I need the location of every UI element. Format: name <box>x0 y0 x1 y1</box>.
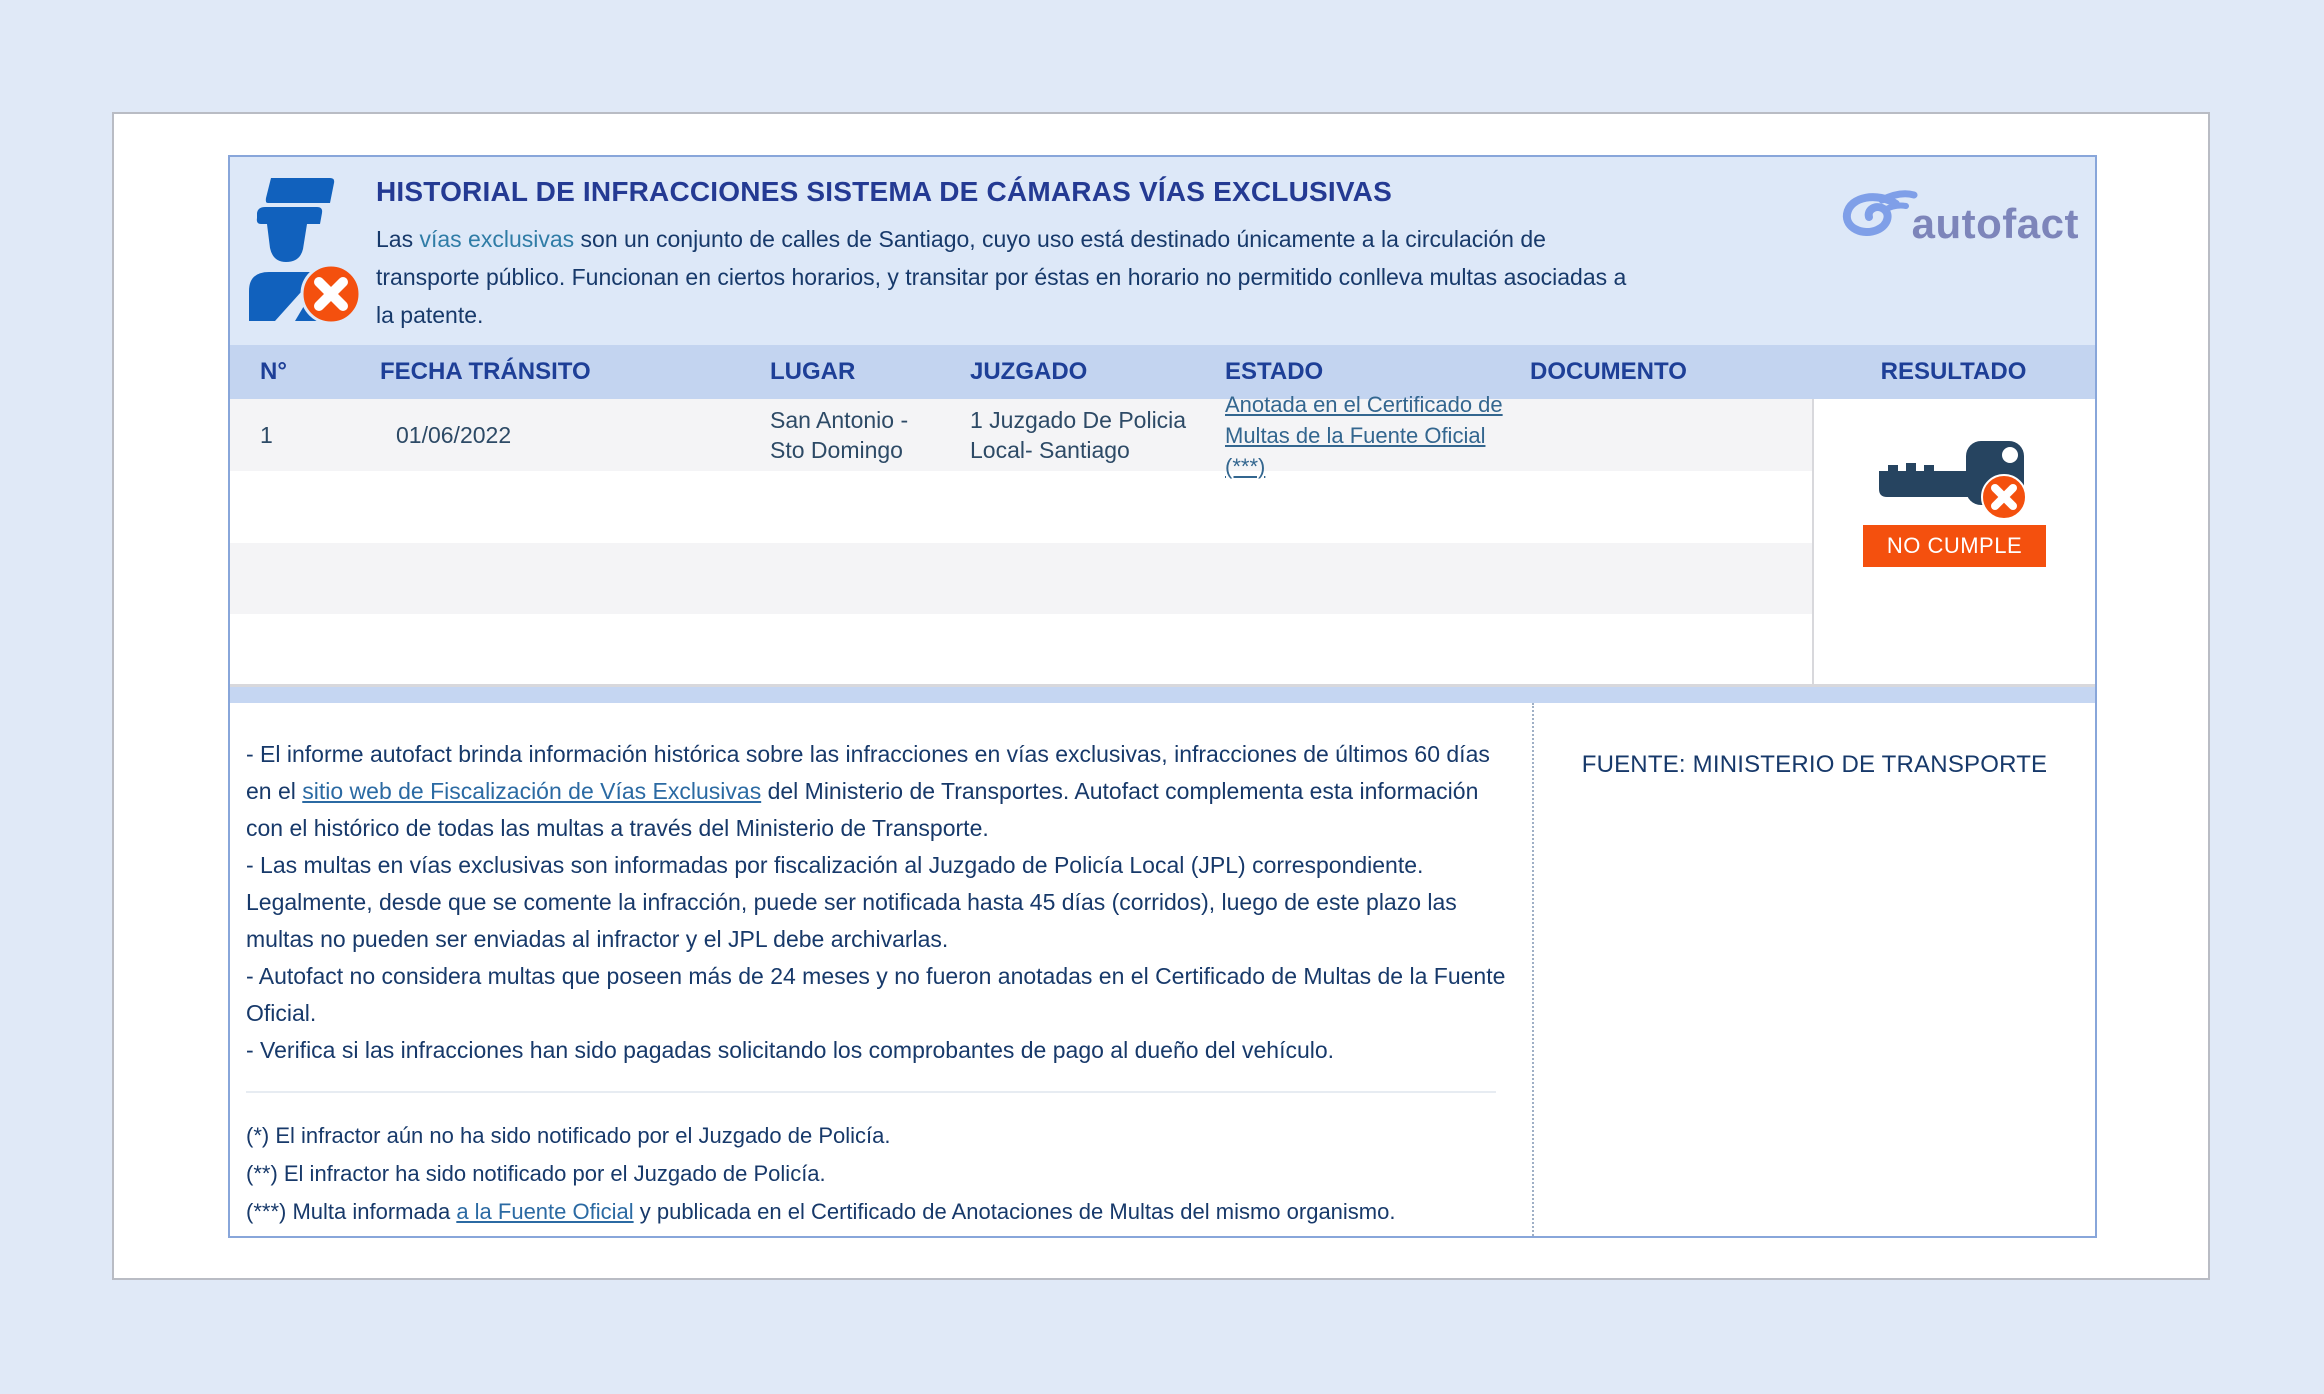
table-body <box>230 391 2095 684</box>
cell-lugar: San Antonio - Sto Domingo <box>770 407 909 463</box>
note-paragraph: - Verifica si las infracciones han sido pagadas solicitando los comprobantes de pago al dueño del vehículo. <box>246 1037 1335 1063</box>
source-label: FUENTE: MINISTERIO DE TRANSPORTE <box>1581 751 2048 778</box>
note-paragraph: - Las multas en vías exclusivas son informadas por fiscalización al Juzgado de Policía Local (JPL) correspondiente. Legalmente, desde que se comente la infracción, puede ser notificada hasta 45 días (corridos), luego de este plazo las multas no pueden ser enviadas al infractor y el JPL debe archivarlas. <box>246 852 1457 952</box>
col-header-estado: ESTADO <box>1225 358 1324 385</box>
empty-row <box>230 471 1812 543</box>
col-header-fecha-transito: FECHA TRÁNSITO <box>380 358 591 385</box>
footnote-2: (**) El infractor ha sido notificado por el Juzgado de Policía. <box>246 1161 826 1186</box>
key-no-cumple-icon <box>1874 413 2036 519</box>
table-row <box>230 391 1812 479</box>
col-header-documento: DOCUMENTO <box>1530 358 1687 385</box>
note-paragraph: - Autofact no considera multas que poseen más de 24 meses y no fueron anotadas en el Certificado de Multas de la Fuente Oficial. <box>246 963 1506 1026</box>
fuente-oficial-link[interactable]: a la Fuente Oficial <box>456 1199 634 1224</box>
fiscalizacion-website-link[interactable]: sitio web de Fiscalización de Vías Exclusivas <box>302 778 762 804</box>
cell-juzgado: 1 Juzgado De Policia Local- Santiago <box>970 407 1187 463</box>
no-cumple-badge: NO CUMPLE <box>1863 525 2046 567</box>
section-divider-band <box>230 687 2095 703</box>
note-paragraph: - El informe autofact brinda información histórica sobre las infracciones en vías exclusivas, infracciones de últimos 60 días en el sitio web de Fiscalización de Vías Exclusivas del Ministerio de Transportes. Autofact complementa esta información con el histórico de todas las multas a través del Ministerio de Transporte. <box>246 741 1490 841</box>
empty-row <box>230 543 1812 614</box>
police-officer-icon <box>242 170 370 345</box>
source-column <box>1532 703 2095 1236</box>
footnote-3: (***) Multa informada a la Fuente Oficial y publicada en el Certificado de Anotaciones de Multas del mismo organismo. <box>246 1199 1396 1224</box>
cell-fecha-transito: 01/06/2022 <box>396 422 512 448</box>
footnotes-divider <box>246 1091 1496 1093</box>
autofact-logo-text: autofact <box>1911 200 2079 247</box>
report-card <box>112 112 2210 1280</box>
infractions-panel <box>228 155 2097 1238</box>
panel-description: Las vías exclusivas son un conjunto de calles de Santiago, cuyo uso está destinado únicamente a la circulación de transporte público. Funcionan en ciertos horarios, y transitar por éstas en horario no permitido conlleva multas asociadas a la patente. <box>376 226 1627 328</box>
panel-footer <box>230 703 2095 1236</box>
footer-notes <box>230 703 1532 1236</box>
autofact-logo <box>1836 170 2079 345</box>
estado-certificado-link[interactable]: Anotada en el Certificado de Multas de la Fuente Oficial (***) <box>1225 391 1503 479</box>
panel-title: HISTORIAL DE INFRACCIONES SISTEMA DE CÁMARAS VÍAS EXCLUSIVAS <box>376 176 1392 207</box>
col-header-resultado: RESULTADO <box>1880 358 2027 385</box>
col-header-numero: N° <box>260 358 287 385</box>
empty-row <box>230 614 1812 684</box>
table-header-row <box>230 345 2095 399</box>
vias-exclusivas-link[interactable]: vías exclusivas <box>419 226 575 252</box>
col-header-juzgado: JUZGADO <box>970 358 1088 385</box>
cell-resultado <box>1812 399 2095 684</box>
cell-numero: 1 <box>260 422 273 448</box>
panel-header <box>230 157 2095 345</box>
autofact-swoosh-icon <box>1836 186 1920 248</box>
cell-estado <box>1217 389 1522 482</box>
col-header-lugar: LUGAR <box>770 358 856 385</box>
footnote-1: (*) El infractor aún no ha sido notificado por el Juzgado de Policía. <box>246 1123 891 1148</box>
footnotes <box>246 1117 1506 1231</box>
